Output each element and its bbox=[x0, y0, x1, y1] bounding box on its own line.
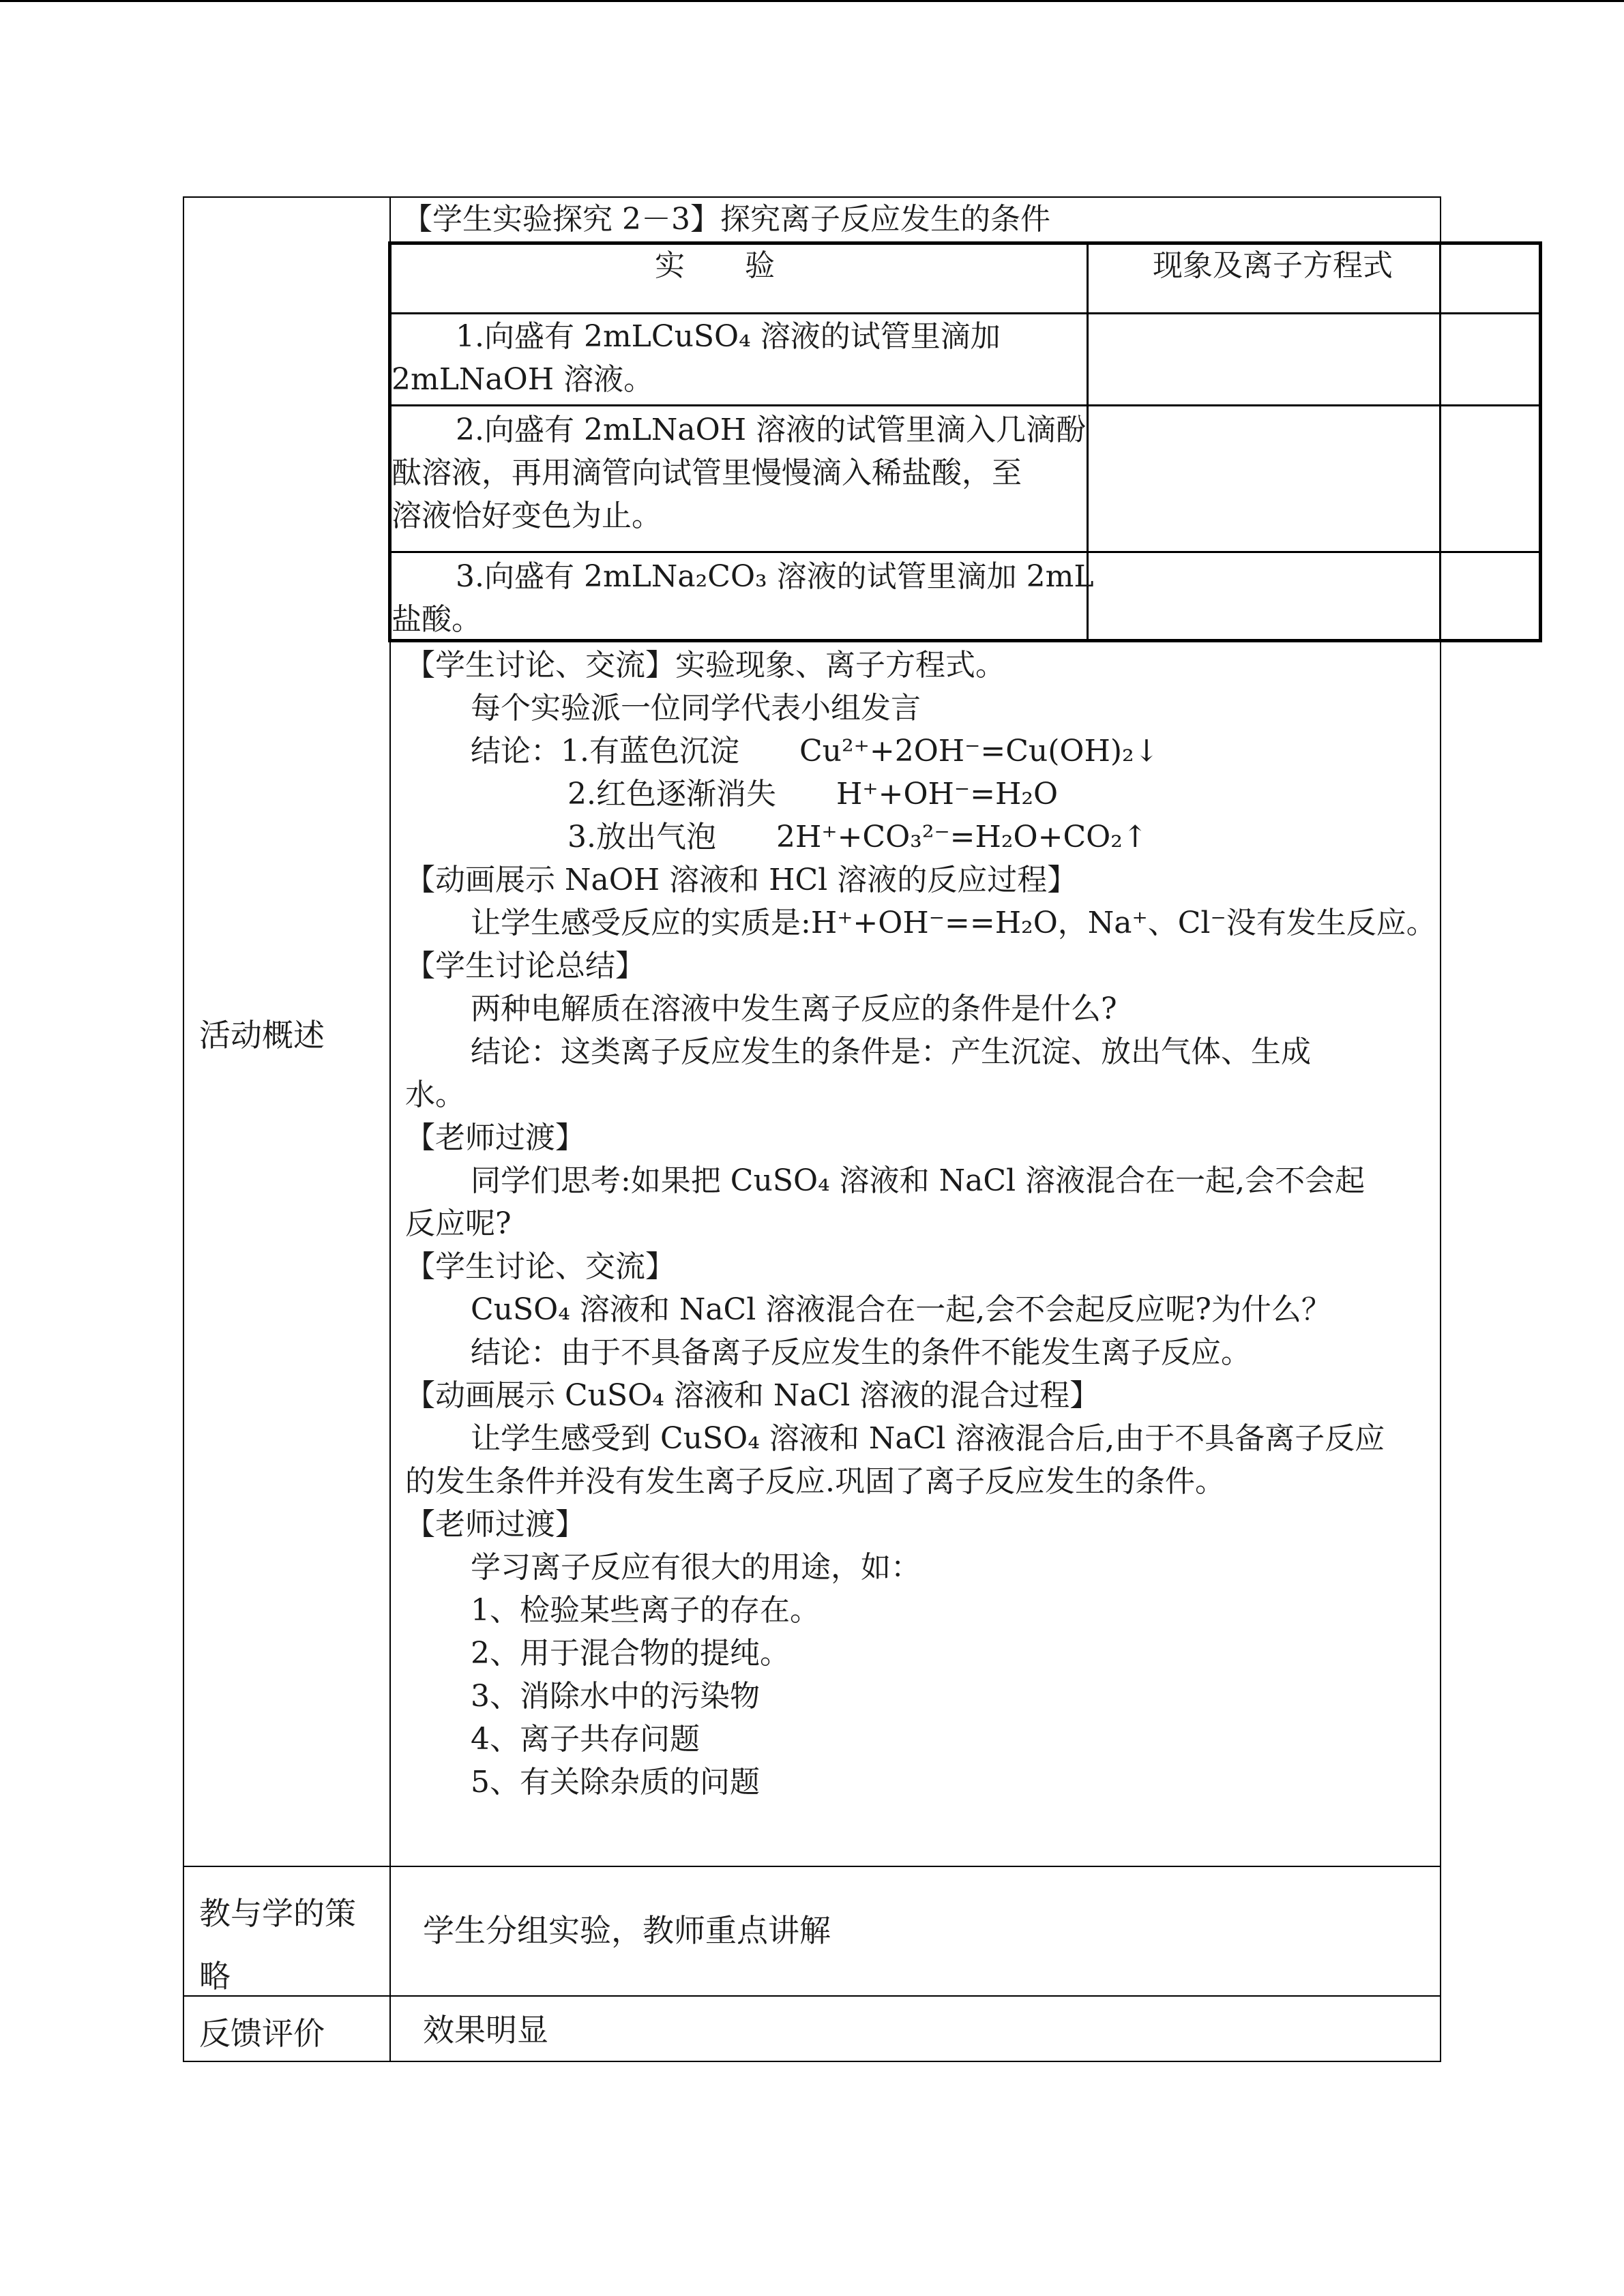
row-divider-feedback bbox=[183, 1995, 1441, 1997]
body-line-10: 结论：这类离子反应发生的条件是：产生沉淀、放出气体、生成 bbox=[471, 1034, 1311, 1069]
body-line-14: 反应呢? bbox=[405, 1206, 512, 1241]
row-divider-strategy bbox=[183, 1866, 1441, 1867]
body-line-19: 让学生感受到 CuSO₄ 溶液和 NaCl 溶液混合后,由于不具备离子反应 bbox=[471, 1421, 1385, 1456]
experiment-row-3-line-2: 盐酸。 bbox=[392, 602, 482, 637]
feedback-text: 效果明显 bbox=[423, 2012, 548, 2048]
col-phenomenon-header: 现象及离子方程式 bbox=[1153, 248, 1393, 283]
label-strategy bbox=[199, 1882, 370, 2008]
body-line-26: 4、离子共存问题 bbox=[471, 1722, 700, 1757]
body-line-15: 【学生讨论、交流】 bbox=[405, 1249, 675, 1284]
experiment-col-divider-right bbox=[1439, 241, 1441, 642]
experiment-row-divider-2 bbox=[388, 404, 1542, 406]
body-line-16: CuSO₄ 溶液和 NaCl 溶液混合在一起,会不会起反应呢?为什么？ bbox=[471, 1292, 1331, 1327]
body-line-17: 结论：由于不具备离子反应发生的条件不能发生离子反应。 bbox=[471, 1335, 1251, 1370]
strategy-text: 学生分组实验，教师重点讲解 bbox=[423, 1912, 831, 1949]
body-line-8: 【学生讨论总结】 bbox=[405, 949, 645, 983]
body-line-5: 3.放出气泡 2H⁺+CO₃²⁻=H₂O+CO₂↑ bbox=[567, 820, 1148, 854]
experiment-row-2-line-3: 溶液恰好变色为止。 bbox=[392, 498, 662, 533]
experiment-row-2-line-2: 酞溶液，再用滴管向试管里慢慢滴入稀盐酸，至 bbox=[392, 456, 1022, 490]
body-line-22: 学习离子反应有很大的用途，如： bbox=[471, 1550, 921, 1585]
body-line-20: 的发生条件并没有发生离子反应.巩固了离子反应发生的条件。 bbox=[405, 1464, 1225, 1499]
body-line-11: 水。 bbox=[405, 1077, 465, 1112]
body-line-21: 【老师过渡】 bbox=[405, 1507, 585, 1542]
body-line-2: 每个实验派一位同学代表小组发言 bbox=[471, 691, 921, 726]
experiment-row-2-line-1: 2.向盛有 2mLNaOH 溶液的试管里滴入几滴酚 bbox=[456, 413, 1087, 447]
body-line-27: 5、有关除杂质的问题 bbox=[471, 1765, 760, 1800]
experiment-row-divider-3 bbox=[388, 551, 1542, 553]
body-line-24: 2、用于混合物的提纯。 bbox=[471, 1636, 790, 1671]
experiment-row-1-line-2: 2mLNaOH 溶液。 bbox=[392, 362, 654, 397]
label-activity: 活动概述 bbox=[199, 1017, 325, 1054]
label-strategy-text: 教与学的策略 bbox=[199, 1895, 356, 1995]
body-line-18: 【动画展示 CuSO₄ 溶液和 NaCl 溶液的混合过程】 bbox=[405, 1378, 1100, 1413]
experiment-heading: 【学生实验探究 2－3】探究离子反应发生的条件 bbox=[402, 202, 1050, 237]
page-top-rule bbox=[0, 0, 1624, 2]
body-line-4: 2.红色逐渐消失 H⁺+OH⁻=H₂O bbox=[567, 777, 1059, 811]
body-line-23: 1、检验某些离子的存在。 bbox=[471, 1593, 820, 1628]
body-line-7: 让学生感受反应的实质是:H⁺+OH⁻==H₂O，Na⁺、Cl⁻没有发生反应。 bbox=[471, 906, 1436, 940]
label-feedback: 反馈评价 bbox=[199, 2015, 325, 2052]
body-line-12: 【老师过渡】 bbox=[405, 1120, 585, 1155]
body-line-6: 【动画展示 NaOH 溶液和 HCl 溶液的反应过程】 bbox=[405, 863, 1078, 897]
body-line-25: 3、消除水中的污染物 bbox=[471, 1679, 760, 1714]
experiment-row-3-line-1: 3.向盛有 2mLNa₂CO₃ 溶液的试管里滴加 2mL bbox=[456, 559, 1094, 594]
col-experiment-header: 实 验 bbox=[655, 248, 775, 283]
body-line-3: 结论：1.有蓝色沉淀 Cu²⁺+2OH⁻=Cu(OH)₂↓ bbox=[471, 734, 1160, 769]
body-line-13: 同学们思考:如果把 CuSO₄ 溶液和 NaCl 溶液混合在一起,会不会起 bbox=[471, 1163, 1365, 1198]
body-line-9: 两种电解质在溶液中发生离子反应的条件是什么? bbox=[471, 992, 1117, 1026]
experiment-row-divider-1 bbox=[388, 312, 1542, 314]
experiment-row-1-line-1: 1.向盛有 2mLCuSO₄ 溶液的试管里滴加 bbox=[456, 319, 1001, 354]
body-line-1: 【学生讨论、交流】实验现象、离子方程式。 bbox=[405, 648, 1005, 683]
